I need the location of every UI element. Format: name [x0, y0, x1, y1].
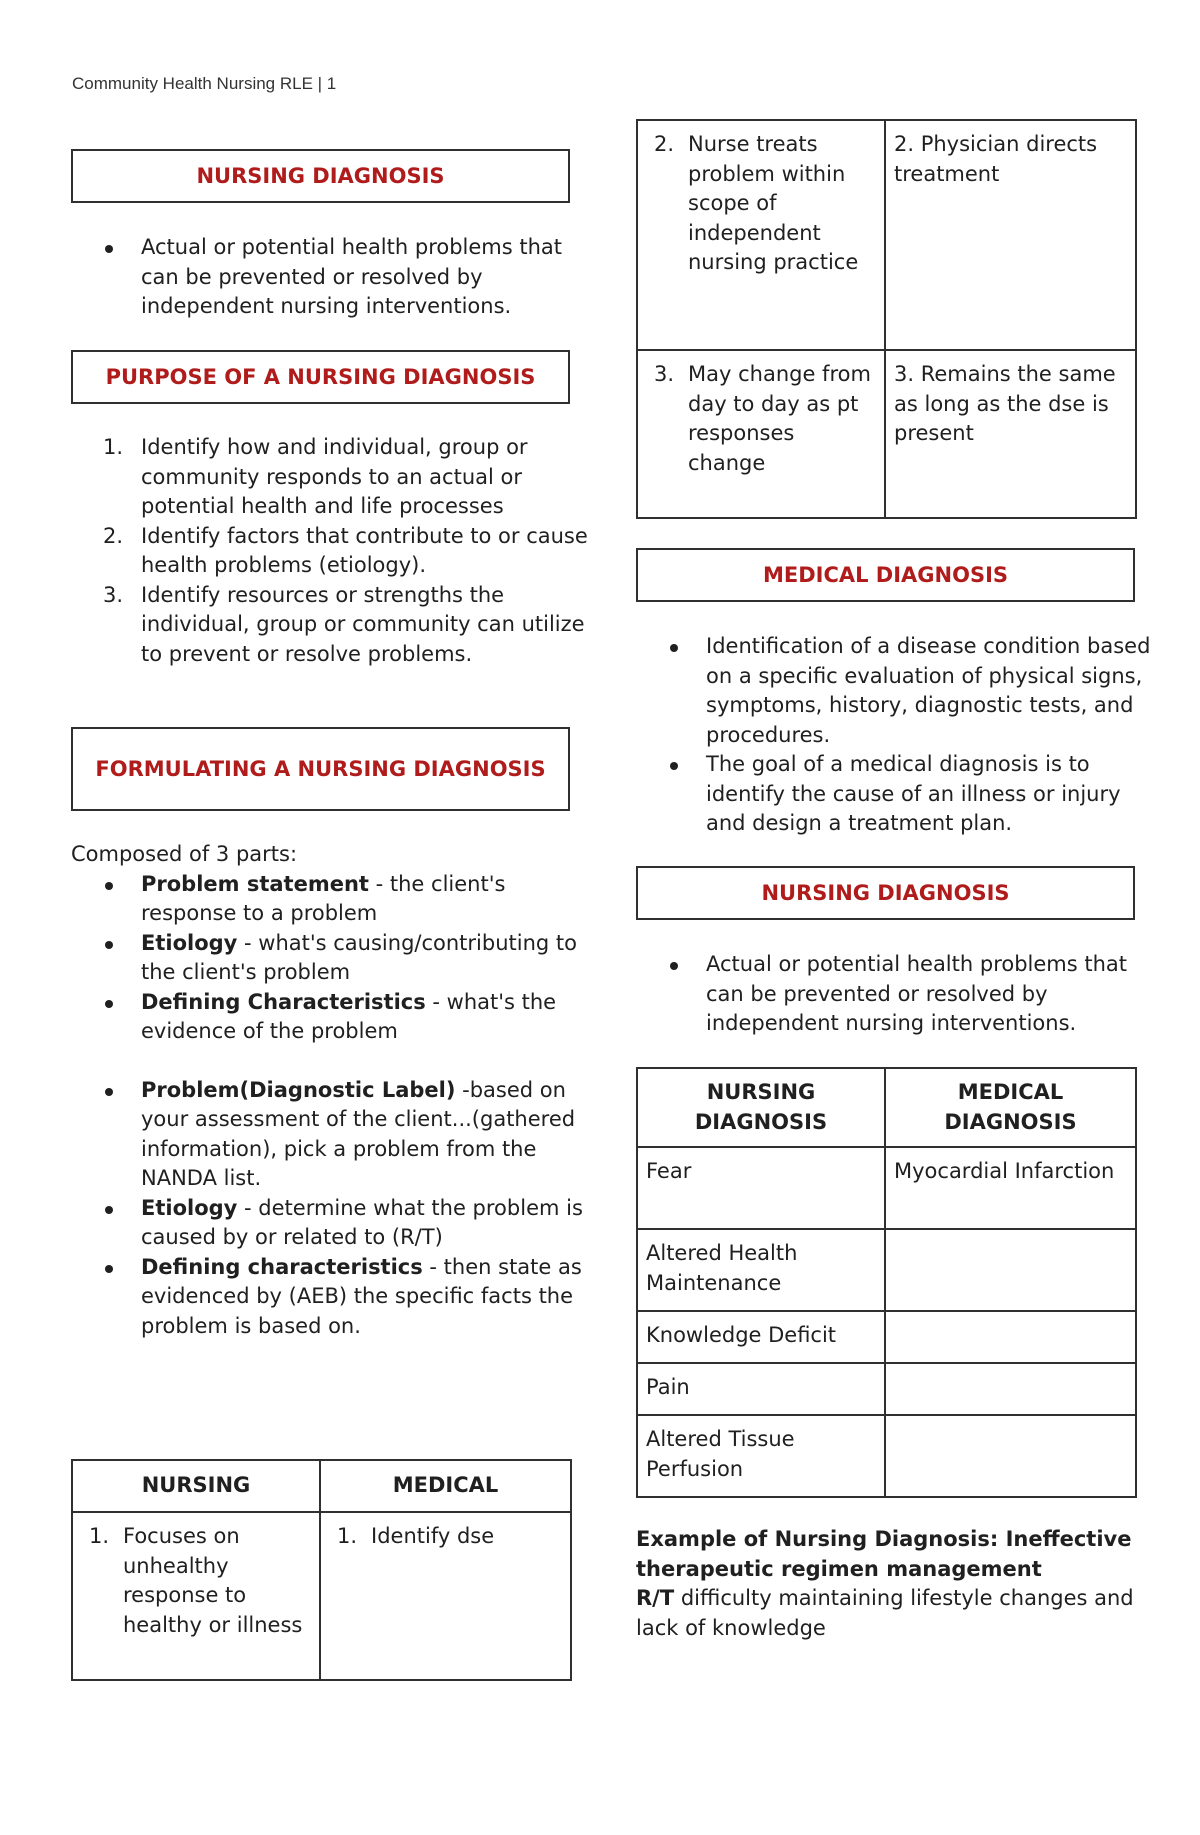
formulating-intro: Composed of 3 parts:	[71, 842, 298, 866]
list-item: Defining Characteristics - what's the evidence of the problem	[71, 988, 591, 1047]
nursing-diagnosis-definition	[71, 233, 591, 322]
purpose-heading: PURPOSE OF A NURSING DIAGNOSIS	[71, 350, 570, 404]
table-cell: Pain	[637, 1363, 885, 1415]
table-cell: Altered Health Maintenance	[637, 1229, 885, 1311]
nursing-diagnosis-definition-2	[636, 950, 1156, 1039]
table-cell: Altered Tissue Perfusion	[637, 1415, 885, 1497]
column-header: MEDICAL DIAGNOSIS	[885, 1068, 1136, 1147]
table-cell	[885, 1311, 1136, 1363]
list-item: Actual or potential health problems that can be prevented or resolved by independent nursing interventions.	[636, 950, 1156, 1039]
table-cell: 1. Identify dse	[320, 1512, 571, 1680]
table-cell	[885, 1229, 1136, 1311]
table-cell: 2. Physician directs treatment	[885, 120, 1136, 350]
medical-diagnosis-definition	[636, 632, 1156, 839]
table-row	[637, 350, 1136, 518]
table-cell: 2. Nurse treats problem within scope of independent nursing practice	[637, 120, 885, 350]
table-cell: Knowledge Deficit	[637, 1311, 885, 1363]
list-item: Etiology - determine what the problem is caused by or related to (R/T)	[71, 1194, 591, 1253]
table-cell	[885, 1363, 1136, 1415]
table-row	[637, 120, 1136, 350]
table-row	[637, 1363, 1136, 1415]
table-row	[637, 1147, 1136, 1229]
list-item: 1. Identify how and individual, group or community responds to an actual or potential health and life processes	[103, 435, 528, 518]
table-cell: 3. May change from day to day as pt responses change	[637, 350, 885, 518]
table-row	[637, 1311, 1136, 1363]
medical-diagnosis-heading: MEDICAL DIAGNOSIS	[636, 548, 1135, 602]
table-cell: 3. Remains the same as long as the dse is present	[885, 350, 1136, 518]
table-header-row	[72, 1460, 571, 1512]
example-heading: Example of Nursing Diagnosis: Ineffective therapeutic regimen management	[636, 1527, 1132, 1581]
table-header-row	[637, 1068, 1136, 1147]
formulating-content	[71, 840, 591, 1341]
nursing-vs-medical-table	[71, 1459, 572, 1681]
nursing-vs-medical-table-continued	[636, 119, 1137, 519]
table-row	[637, 1229, 1136, 1311]
list-item: The goal of a medical diagnosis is to identify the cause of an illness or injury and design a treatment plan.	[636, 750, 1156, 839]
list-item: Problem statement - the client's response to a problem	[71, 870, 591, 929]
list-item: 2. Identify factors that contribute to or cause health problems (etiology).	[103, 523, 588, 577]
list-item: Actual or potential health problems that can be prevented or resolved by independent nursing interventions.	[71, 233, 591, 322]
page-header: Community Health Nursing RLE | 1	[72, 74, 337, 93]
list-item: Problem(Diagnostic Label) -based on your assessment of the client...(gathered information), pick a problem from the NANDA list.	[71, 1076, 591, 1194]
column-header: NURSING	[72, 1460, 320, 1512]
table-cell: Fear	[637, 1147, 885, 1229]
example-nursing-diagnosis	[636, 1525, 1146, 1643]
column-header: MEDICAL	[320, 1460, 571, 1512]
table-row	[72, 1512, 571, 1680]
list-item: Identification of a disease condition based on a specific evaluation of physical signs, symptoms, history, diagnostic tests, and procedures.	[636, 632, 1156, 750]
formulating-heading: FORMULATING A NURSING DIAGNOSIS	[71, 727, 570, 811]
table-cell: Myocardial Infarction	[885, 1147, 1136, 1229]
purpose-list	[71, 433, 591, 669]
nursing-diagnosis-heading: NURSING DIAGNOSIS	[71, 149, 570, 203]
table-cell: 1. Focuses on unhealthy response to healthy or illness	[72, 1512, 320, 1680]
column-header: NURSING DIAGNOSIS	[637, 1068, 885, 1147]
list-item: 3. Identify resources or strengths the individual, group or community can utilize to prevent or resolve problems.	[103, 582, 585, 666]
table-row	[637, 1415, 1136, 1497]
table-cell	[885, 1415, 1136, 1497]
nursing-diagnosis-heading-2: NURSING DIAGNOSIS	[636, 866, 1135, 920]
diagnosis-examples-table	[636, 1067, 1137, 1498]
list-item: Defining characteristics - then state as evidenced by (AEB) the specific facts the problem is based on.	[71, 1253, 591, 1342]
example-rt: R/T difficulty maintaining lifestyle changes and lack of knowledge	[636, 1586, 1134, 1640]
list-item: Etiology - what's causing/contributing to the client's problem	[71, 929, 591, 988]
